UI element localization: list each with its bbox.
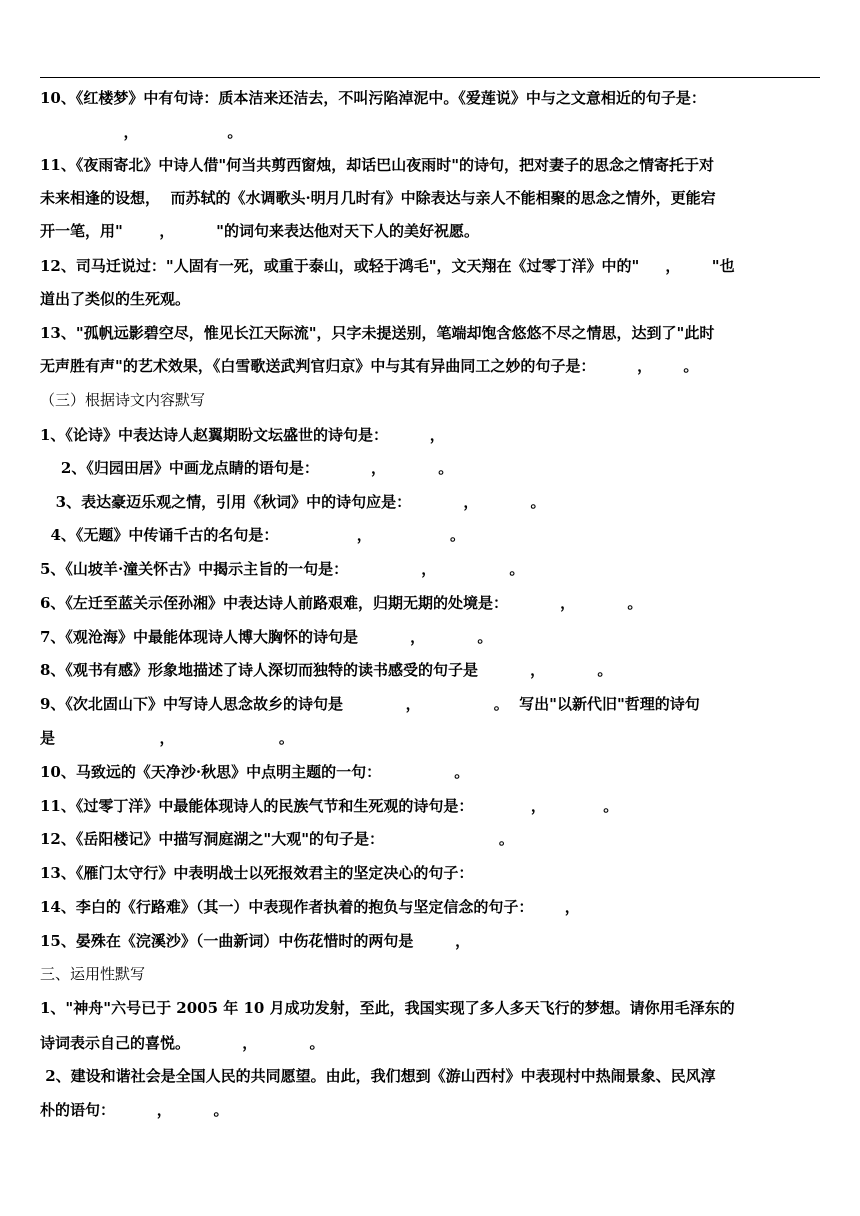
- question-line: 12、《岳阳楼记》中描写洞庭湖之"大观"的句子是： 。: [40, 830, 514, 848]
- section-heading: 三、运用性默写: [40, 965, 146, 983]
- answer-blank-line: ， 。: [40, 123, 243, 141]
- question-line: 1、"神舟"六号已于 2005 年 10 月成功发射，至此，我国实现了多人多天飞行的梦想。请你用毛泽东的: [40, 999, 735, 1017]
- question-line: 2、《归园田居》中画龙点睛的语句是： ， 。: [40, 459, 454, 477]
- question-line: 13、《雁门太守行》中表明战士以死报效君主的坚定决心的句子：: [40, 864, 474, 882]
- question-line: 9、《次北固山下》中写诗人思念故乡的诗句是 ， 。 写出"以新代旧"哲理的诗句: [40, 695, 700, 713]
- question-line: 14、李白的《行路难》（其一）中表现作者执着的抱负与坚定信念的句子： ，: [40, 898, 580, 916]
- question-line: 8、《观书有感》形象地描述了诗人深切而独特的读书感受的句子是 ， 。: [40, 661, 613, 679]
- question-line: 无声胜有声"的艺术效果，《白雪歌送武判官归京》中与其有异曲同工之妙的句子是： ， 。: [40, 357, 699, 375]
- question-line: 未来相逢的设想， 而苏轼的《水调歌头·明月几时有》中除表达与亲人不能相聚的思念之情外，更能宕: [40, 189, 716, 207]
- question-line: 6、《左迁至蓝关示侄孙湘》中表达诗人前路艰难，归期无期的处境是： ， 。: [40, 594, 643, 612]
- question-line: 道出了类似的生死观。: [40, 290, 191, 308]
- question-line: 3、表达豪迈乐观之情，引用《秋词》中的诗句应是： ， 。: [40, 493, 546, 511]
- question-line: 2、建设和谐社会是全国人民的共同愿望。由此，我们想到《游山西村》中表现村中热闹景象、民风淳: [40, 1067, 716, 1085]
- question-line: 5、《山坡羊·潼关怀古》中揭示主旨的一句是： ， 。: [40, 560, 525, 578]
- question-line: 诗词表示自己的喜悦。 ， 。: [40, 1034, 325, 1052]
- question-line: 12、司马迁说过："人固有一死，或重于泰山，或轻于鸿毛"，文天翔在《过零丁洋》中的" ， "也: [40, 257, 735, 275]
- question-line: 11、《夜雨寄北》中诗人借"何当共剪西窗烛，却话巴山夜雨时"的诗句，把对妻子的思念之情寄托于对: [40, 156, 715, 174]
- question-line: 1、《论诗》中表达诗人赵翼期盼文坛盛世的诗句是： ，: [40, 426, 445, 444]
- question-line: 开一笔，用" ， "的词句来表达他对天下人的美好祝愿。: [40, 222, 479, 240]
- question-line: 是 ， 。: [40, 729, 294, 747]
- question-line: 11、《过零丁洋》中最能体现诗人的民族气节和生死观的诗句是： ， 。: [40, 797, 619, 815]
- section-heading: （三）根据诗文内容默写: [40, 391, 206, 409]
- question-line: 10、《红楼梦》中有句诗：质本洁来还洁去，不叫污陷淖泥中。《爱莲说》中与之文意相近的句子是：: [40, 89, 706, 107]
- question-line: 朴的语句： ， 。: [40, 1101, 229, 1119]
- question-line: 4、《无题》中传诵千古的名句是： ， 。: [40, 526, 466, 544]
- question-line: 15、晏殊在《浣溪沙》（一曲新词）中伤花惜时的两句是 ，: [40, 932, 471, 950]
- header-rule: [40, 77, 820, 78]
- question-line: 13、"孤帆远影碧空尽，惟见长江天际流"，只字未提送别，笔端却饱含悠悠不尽之情思，达到了"此时: [40, 324, 715, 342]
- question-line: 10、马致远的《天净沙·秋思》中点明主题的一句： 。: [40, 763, 470, 781]
- question-line: 7、《观沧海》中最能体现诗人博大胸怀的诗句是 ， 。: [40, 628, 493, 646]
